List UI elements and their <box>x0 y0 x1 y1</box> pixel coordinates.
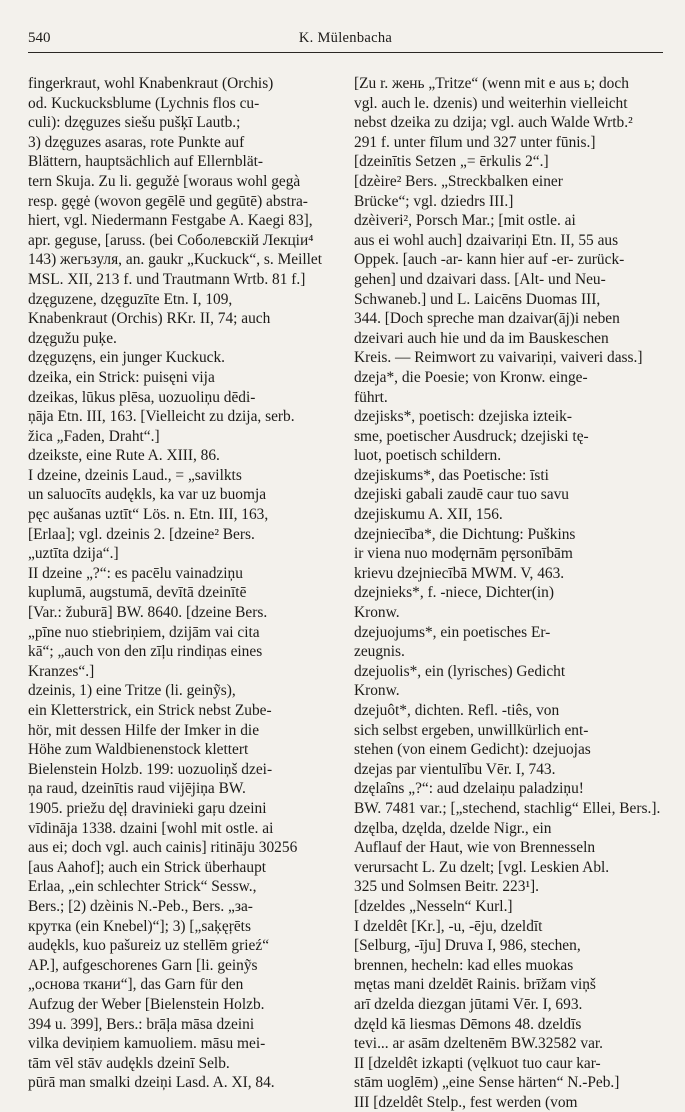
left-column-line: apr. geguse, [aruss. (bei Соболевскiй Лекцiи⁴ <box>28 231 314 249</box>
right-column-line: stehen (von einem Gedicht): dzejuojas <box>354 741 591 759</box>
left-column-line: 143) жегьзуля, an. gaukr „Kuckuck“, s. Meillet <box>28 251 323 269</box>
right-column-line: Kronw. <box>354 682 400 700</box>
right-column-line: [dzeinītis Setzen „= ērkulis 2“.] <box>354 153 549 171</box>
right-column-line: [Selburg, -īju] Druva I, 986, stechen, <box>354 937 581 955</box>
left-column-line: kā“; „auch von den zīļu rindiņas eines <box>28 643 263 661</box>
left-column-line: 1905. priežu dęļ dravinieki gaŗu dzeini <box>28 799 267 817</box>
left-column-line: ein Kletterstrick, ein Strick nebst Zube- <box>28 702 272 719</box>
right-column-line: dzęld kā liesmas Dēmons 48. dzeldīs <box>354 1015 582 1033</box>
left-column-line: dzeinis, 1) eine Tritze (li. geinỹs), <box>28 682 236 700</box>
right-column-line: krievu dzejniecībā MWM. V, 463. <box>354 564 565 582</box>
right-column-line: vgl. auch le. dzenis) und weiterhin vielleicht <box>354 94 628 112</box>
right-column-line: III [dzeldêt Stelp., fest werden (vom <box>354 1093 578 1111</box>
right-column-line: Schwaneb.] und L. Laicēns Duomas III, <box>354 290 601 308</box>
right-column-line: dzejiskumu A. XII, 156. <box>354 506 503 524</box>
right-column-line: dzejiskums*, das Poetische: īsti <box>354 466 549 484</box>
right-column-line: führt. <box>354 388 388 406</box>
right-column-line: dzeivari auch hie und da im Bauskeschen <box>354 329 609 347</box>
left-column-line: dzeika, ein Strick: puisęni vija <box>28 368 215 386</box>
right-column-line: 291 f. unter fīlum und 327 unter fūnis.] <box>354 133 596 151</box>
right-column-line: I dzeldêt [Kr.], -u, -ēju, dzeldīt <box>354 917 543 935</box>
left-column-line: [Erlaa]; vgl. dzeinis 2. [dzeine² Bers. <box>28 525 255 543</box>
right-column-line: Auflauf der Haut, wie von Brennesseln <box>354 839 596 857</box>
right-column-line: dzejuojums*, ein poetisches Er- <box>354 623 551 641</box>
left-column-line: крутка (ein Knebel)“]; 3) [„saķęŗēts <box>28 917 251 935</box>
left-column-line: dzeikas, lūkus plēsa, uozuoliņu dēdi- <box>28 388 256 406</box>
left-column-line: AP.], aufgeschorenes Garn [li. geinỹs <box>28 956 258 974</box>
left-column-line: pūrā man smalki dzeiņi Lasd. A. XI, 84. <box>28 1074 275 1092</box>
left-column-line: Bers.; [2) dzèinis N.-Peb., Bers. „за- <box>28 897 253 915</box>
right-column-line: dzeja*, die Poesie; von Kronw. einge- <box>354 368 588 386</box>
right-column-line: dzejuôt*, dichten. Refl. -tiês, von <box>354 702 560 719</box>
right-column-line: Kreis. — Reimwort zu vaivariņi, vaiveri dass.] <box>354 349 643 367</box>
left-column-line: Aufzug der Weber [Bielenstein Holzb. <box>28 995 265 1013</box>
right-column-line: Brücke“; vgl. dziedrs III.] <box>354 192 514 210</box>
left-column-line: dzęguzene, dzęguzīte Etn. I, 109, <box>28 290 233 308</box>
right-column-line: dzęlba, dzęlda, dzelde Nigr., ein <box>354 819 552 837</box>
left-column-line: ņa raud, dzeinītis raud vijējiņa BW. <box>28 780 246 798</box>
right-column-line: ir viena nuo modęrnām pęrsonībām <box>354 545 573 563</box>
right-column-line: nebst dzeika zu dzija; vgl. auch Walde Wrtb.² <box>354 114 633 132</box>
left-column-line: culi): dzęguzes siešu pušķī Lautb.; <box>28 114 241 132</box>
left-column-line: [Var.: žuburā] BW. 8640. [dzeine Bers. <box>28 604 268 622</box>
left-column-line: hiert, vgl. Niedermann Festgabe A. Kaegi 83], <box>28 212 313 230</box>
left-column-line: vilka deviņiem kamuoliem. māsu mei- <box>28 1035 266 1053</box>
left-column-line: „основа ткани“], das Garn für den <box>28 976 244 994</box>
left-column-line: dzęguzęns, ein junger Kuckuck. <box>28 349 226 367</box>
right-column-line: 325 und Solmsen Beitr. 223¹]. <box>354 878 540 896</box>
right-column-line: [dzèire² Bers. „Streckbalken einer <box>354 172 563 190</box>
page-number: 540 <box>28 30 51 46</box>
right-column-line: dzejuolis*, ein (lyrisches) Gedicht <box>354 662 566 680</box>
left-column-line: pęc aušanas uztīt“ Lös. n. Etn. III, 163, <box>28 506 269 524</box>
left-column-line: od. Kuckucksblume (Lychnis flos cu- <box>28 94 260 112</box>
right-column-line: dzèiveri², Porsch Mar.; [mit ostle. ai <box>354 212 576 230</box>
left-column-line: dzeikste, eine Rute A. XIII, 86. <box>28 447 220 465</box>
right-column-line: Oppek. [auch -ar- kann hier auf -er- zurück- <box>354 251 625 269</box>
right-column-line: [dzeldes „Nesseln“ Kurl.] <box>354 897 513 915</box>
right-column-line: sich selbst ergeben, unwillkürlich ent- <box>354 721 589 739</box>
right-column-line: aus ei wohl auch] dzaivariņi Etn. II, 55 aus <box>354 231 619 249</box>
right-column-line: sme, poetischer Ausdruck; dzejiski tę- <box>354 427 589 445</box>
right-column-line: mętas mani dzeldēt Rainis. brīžam viņš <box>354 976 596 994</box>
left-column-line: 3) dzęguzes asaras, rote Punkte auf <box>28 133 245 151</box>
right-column-line: verursacht L. Zu dzelt; [vgl. Leskien Abl. <box>354 858 610 876</box>
right-column-line: dzejas par vientulību Vēr. I, 743. <box>354 760 556 778</box>
right-column-line: dzejniecība*, die Dichtung: Puškins <box>354 525 576 543</box>
right-column-line: dzęlaîns „?“: aud dzelaiņu paladziņu! <box>354 780 584 798</box>
left-column-line: Knabenkraut (Orchis) RKr. II, 74; auch <box>28 310 271 328</box>
left-column-line: vīdināja 1338. dzaini [wohl mit ostle. ai <box>28 819 274 837</box>
left-column-line: ņāja Etn. III, 163. [Vielleicht zu dzija, serb. <box>28 408 295 426</box>
left-column-line: MSL. XII, 213 f. und Trautmann Wrtb. 81 f.] <box>28 270 306 288</box>
left-column-line: Bielenstein Holzb. 199: uozuoliņš dzei- <box>28 760 273 778</box>
left-column-line: audękls, kuo pašureiz uz stellēm grieź“ <box>28 937 270 955</box>
left-column-line: Höhe zum Waldbienenstock klettert <box>28 741 249 759</box>
left-column-line: II dzeine „?“: es pacēlu vainadziņu <box>28 564 243 582</box>
left-column-line: „pīne nuo stiebriņiem, dzijām vai cita <box>28 623 260 641</box>
left-column-line: fingerkraut, wohl Knabenkraut (Orchis) <box>28 75 274 92</box>
right-column-line: brennen, hecheln: kad elles muokas <box>354 956 574 974</box>
left-column <box>28 74 334 1093</box>
left-column-line: Erlaa, „ein schlechter Strick“ Sessw., <box>28 878 257 896</box>
left-column-line: 394 u. 399], Bers.: brāļa māsa dzeini <box>28 1015 255 1033</box>
right-column-line: tevi... ar asām dzeltenēm BW.32582 var. <box>354 1035 604 1053</box>
left-column-line: „uztīta dzija“.] <box>28 545 119 563</box>
left-column-line: tern Skuja. Zu li. gegužė [woraus wohl gegà <box>28 172 301 190</box>
left-column-line: un saluocīts audękls, ka var uz buomja <box>28 486 267 504</box>
right-column-line: stām uoglēm) „eine Sense härten“ N.-Peb.] <box>354 1074 620 1092</box>
right-column-line: zeugnis. <box>354 643 405 661</box>
right-column-line: gehen] und dzaivari dass. [Alt- und Neu- <box>354 270 606 288</box>
left-column-line: resp. gęgė (wovon gegēlē und gegūtē) abstra- <box>28 192 308 210</box>
right-column-line: II [dzeldêt izkapti (vęlkuot tuo caur kar- <box>354 1054 601 1072</box>
left-column-line: dzęgužu puķe. <box>28 329 117 347</box>
right-column-line: luot, poetisch schildern. <box>354 447 502 465</box>
left-column-line: žica „Faden, Draht“.] <box>28 427 160 445</box>
left-column-line: aus ei; doch vgl. auch cainis] ritināju 30256 <box>28 839 298 857</box>
running-title: K. Mülenbacha <box>298 30 393 46</box>
left-column-line: hör, mit dessen Hilfe der Imker in die <box>28 721 260 739</box>
right-column-line: dzejiski gabali zaudē caur tuo savu <box>354 486 569 504</box>
right-column <box>354 74 666 1112</box>
right-column-line: BW. 7481 var.; [„stechend, stachlig“ Ellei, Bers.]. <box>354 799 661 817</box>
left-column-line: Blättern, hauptsächlich auf Ellernblät- <box>28 153 264 171</box>
right-column-line: dzejisks*, poetisch: dzejiska izteik- <box>354 408 572 426</box>
right-column-line: [Zu r. жень „Tritze“ (wenn mit e aus ь; doch <box>354 75 629 92</box>
right-column-line: dzejnieks*, f. -niece, Dichter(in) <box>354 584 554 602</box>
left-column-line: I dzeine, dzeinis Laud., = „savilkts <box>28 466 242 484</box>
right-column-line: arī dzelda diezgan jūtami Vēr. I, 693. <box>354 995 583 1013</box>
left-column-line: [aus Aahof]; auch ein Strick überhaupt <box>28 858 267 876</box>
page-header <box>28 28 663 53</box>
left-column-line: kuplumā, augstumā, devītā dzeinītē <box>28 584 247 602</box>
left-column-line: Kranzes“.] <box>28 662 95 680</box>
right-column-line: 344. [Doch spreche man dzaivar(āj)i neben <box>354 310 620 328</box>
left-column-line: tām vēl stāv audękls dzeinī Selb. <box>28 1054 230 1072</box>
right-column-line: Kronw. <box>354 604 400 622</box>
